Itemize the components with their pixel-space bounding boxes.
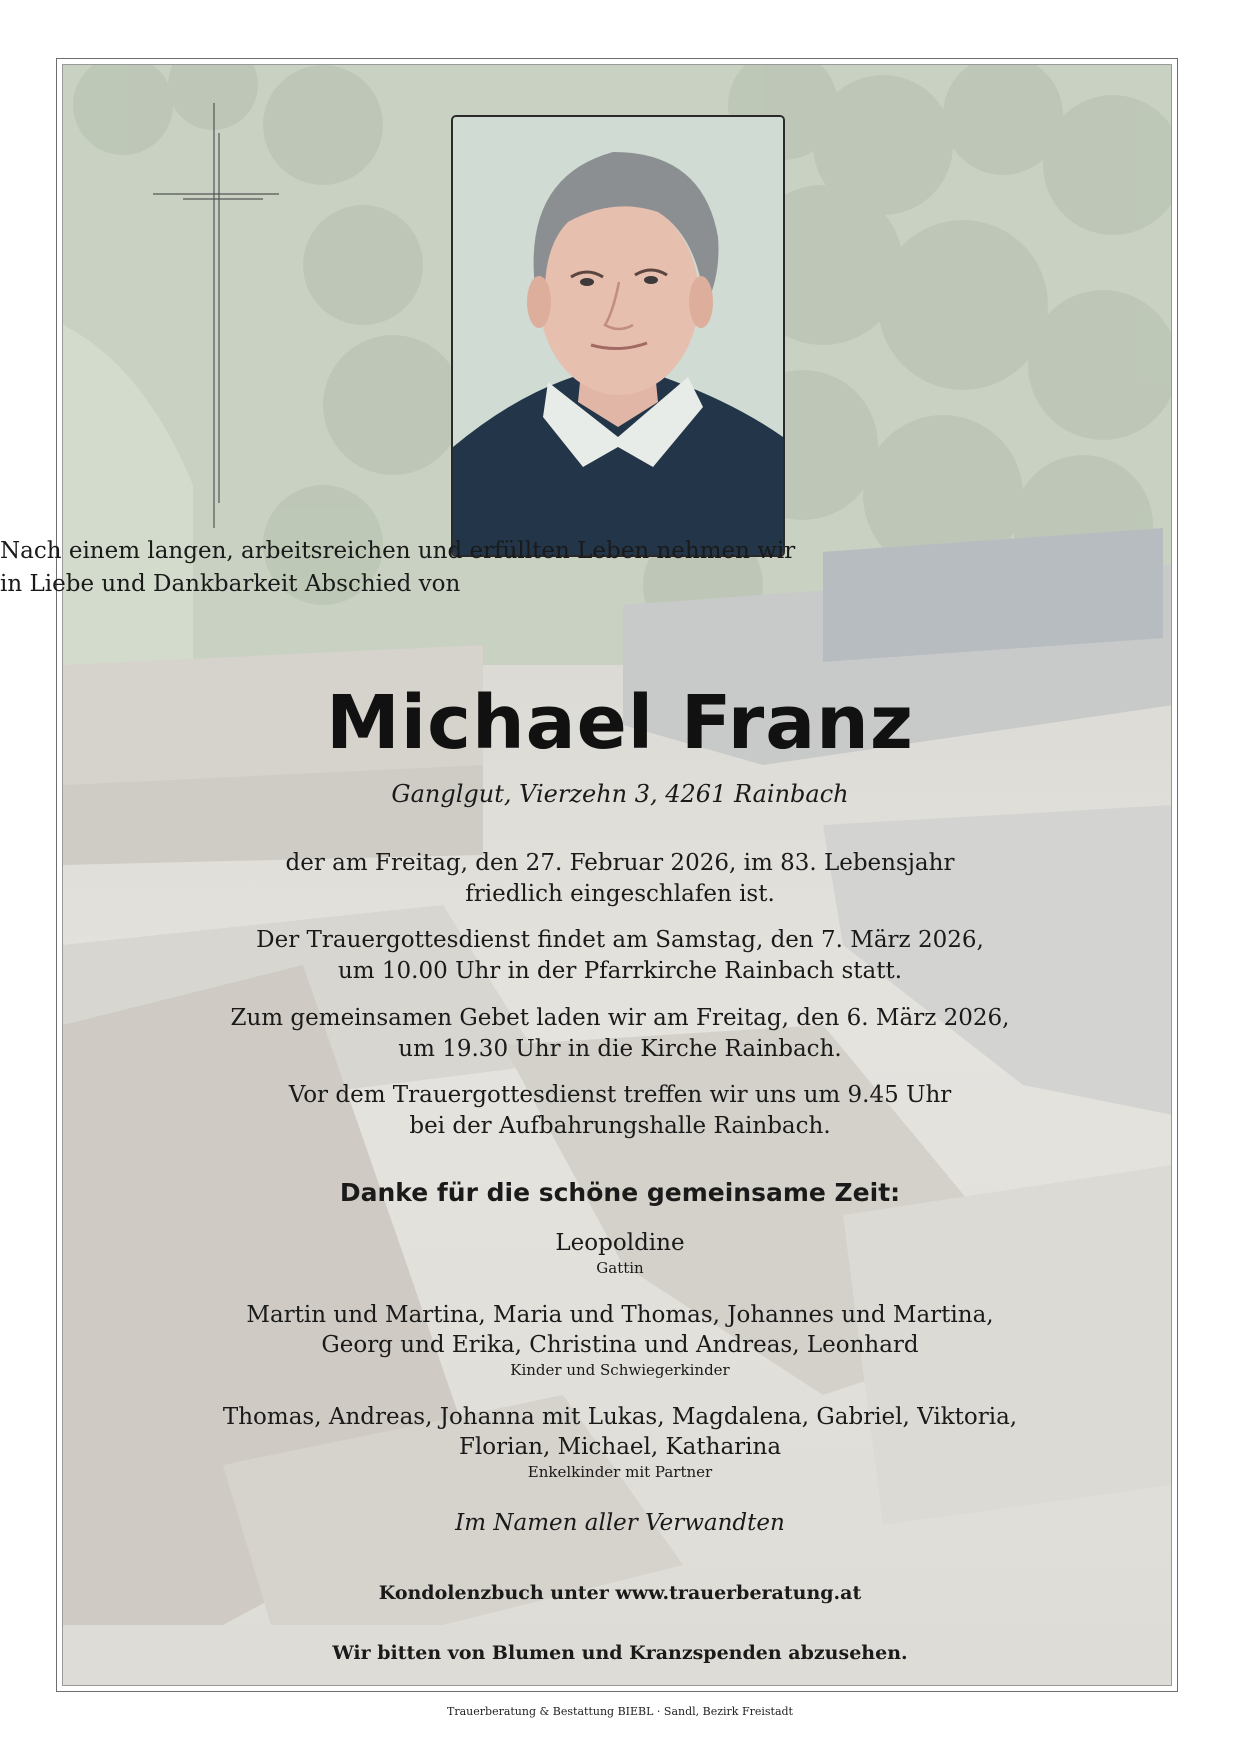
intro-line: Nach einem langen, arbeitsreichen und erfüllten Leben nehmen wir (0, 538, 796, 564)
mourner-names: Georg und Erika, Christina und Andreas, Leonhard (321, 1332, 919, 1358)
deceased-name: Michael Franz (326, 680, 914, 766)
death-line: der am Freitag, den 27. Februar 2026, im 83. Lebensjahr (285, 850, 955, 876)
footer-imprint: Trauerberatung & Bestattung BIEBL · Sandl, Bezirk Freistadt (447, 1705, 793, 1718)
mourner-group-grandchildren (0, 1402, 1240, 1482)
death-line: friedlich eingeschlafen ist. (465, 881, 775, 907)
thanks-heading: Danke für die schöne gemeinsame Zeit: (339, 1178, 901, 1207)
condolence-note: Kondolenzbuch unter www.trauerberatung.at (378, 1582, 862, 1604)
service-info (0, 925, 1240, 987)
closing-line: Im Namen aller Verwandten (455, 1510, 785, 1536)
mourner-names: Leopoldine (555, 1230, 685, 1256)
death-announcement (0, 848, 1240, 910)
intro-line: in Liebe und Dankbarkeit Abschied von (0, 571, 461, 597)
flowers-note: Wir bitten von Blumen und Kranzspenden abzusehen. (332, 1642, 908, 1664)
service-line: Der Trauergottesdienst findet am Samstag, den 7. März 2026, (256, 927, 984, 953)
prayer-line: um 19.30 Uhr in die Kirche Rainbach. (398, 1036, 842, 1062)
meeting-info (0, 1080, 1240, 1142)
prayer-line: Zum gemeinsamen Gebet laden wir am Freitag, den 6. März 2026, (230, 1005, 1010, 1031)
mourner-names: Martin und Martina, Maria und Thomas, Johannes und Martina, (246, 1302, 994, 1328)
mourner-group-children (0, 1300, 1240, 1380)
mourner-relation: Enkelkinder mit Partner (527, 1463, 713, 1481)
mourner-relation: Gattin (596, 1259, 644, 1277)
meeting-line: Vor dem Trauergottesdienst treffen wir uns um 9.45 Uhr (288, 1082, 952, 1108)
mourner-names: Florian, Michael, Katharina (458, 1434, 782, 1460)
mourner-names: Thomas, Andreas, Johanna mit Lukas, Magdalena, Gabriel, Viktoria, (222, 1404, 1018, 1430)
service-line: um 10.00 Uhr in der Pfarrkirche Rainbach statt. (337, 958, 903, 984)
mourner-group-spouse (0, 1228, 1240, 1278)
deceased-address: Ganglgut, Vierzehn 3, 4261 Rainbach (391, 780, 849, 808)
meeting-line: bei der Aufbahrungshalle Rainbach. (409, 1113, 831, 1139)
mourner-relation: Kinder und Schwiegerkinder (510, 1361, 730, 1379)
intro-text (0, 535, 1240, 601)
prayer-info (0, 1003, 1240, 1065)
